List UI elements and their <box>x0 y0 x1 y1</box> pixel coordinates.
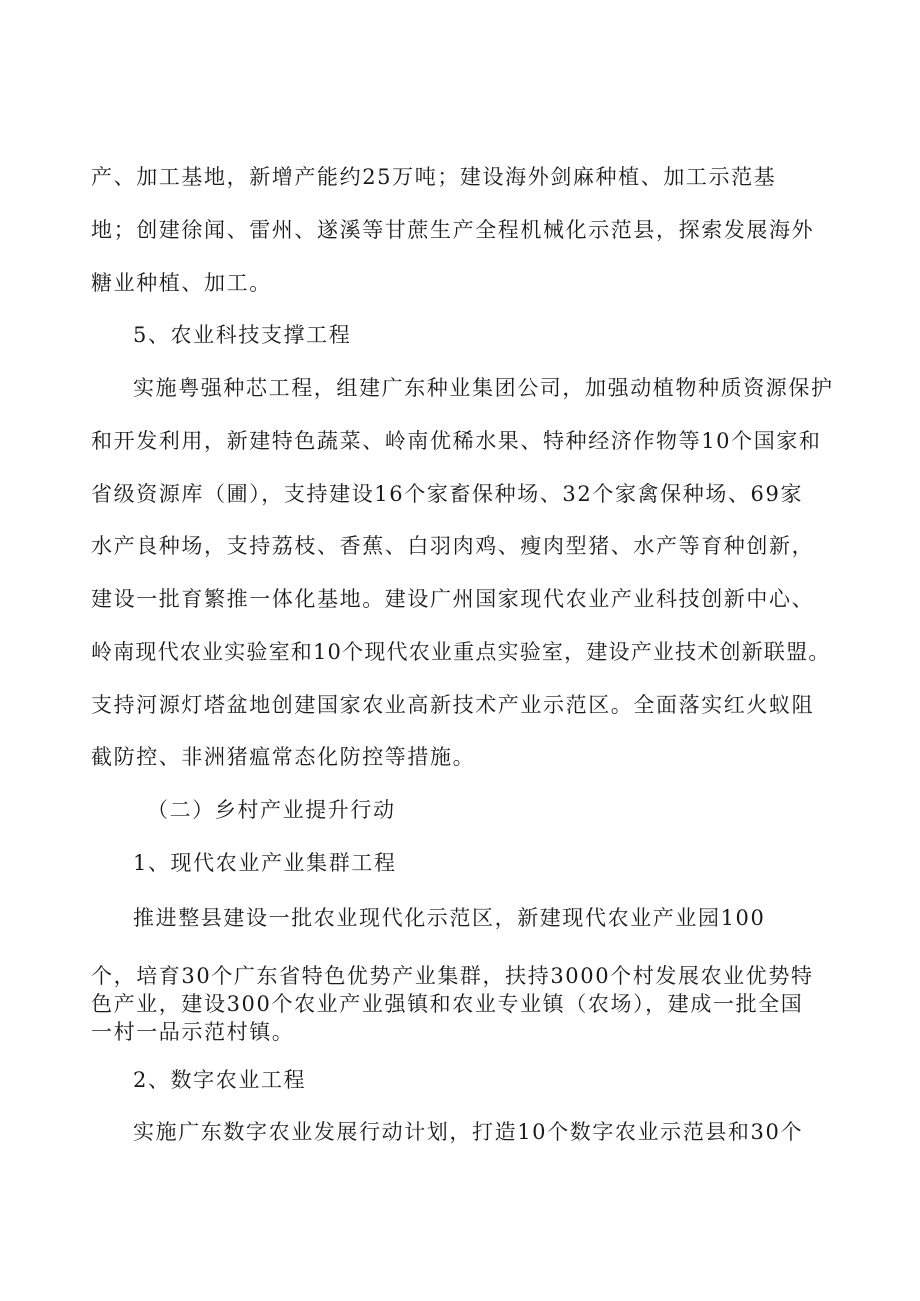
paragraph-line: 支持河源灯塔盆地创建国家农业高新技术产业示范区。全面落实红火蚁阻 <box>91 693 815 717</box>
paragraph-line: 糖业种植、加工。 <box>91 271 272 295</box>
paragraph-line: 岭南现代农业实验室和10个现代农业重点实验室，建设产业技术创新联盟。 <box>91 640 831 664</box>
paragraph-line: 水产良种场，支持荔枝、香蕉、白羽肉鸡、瘦肉型猪、水产等育种创新， <box>91 534 815 558</box>
paragraph-line: 色产业，建设300个农业产业强镇和农业专业镇（农场），建成一批全国 <box>91 992 804 1016</box>
paragraph-line: 省级资源库（圃），支持建设16个家畜保种场、32个家禽保种场、69家 <box>91 482 804 506</box>
section-heading: 5、农业科技支撑工程 <box>133 323 352 347</box>
paragraph-line: 个，培育30个广东省特色优势产业集群，扶持3000个村发展农业优势特 <box>91 964 814 988</box>
paragraph-line: 推进整县建设一批农业现代化示范区，新建现代农业产业园100 <box>133 906 766 930</box>
section-heading: 2、数字农业工程 <box>133 1068 307 1092</box>
paragraph-line: 产、加工基地，新增产能约25万吨；建设海外剑麻种植、加工示范基 <box>91 165 777 189</box>
paragraph-line: 地；创建徐闻、雷州、遂溪等甘蔗生产全程机械化示范县，探索发展海外 <box>91 218 815 242</box>
section-heading: （二）乡村产业提升行动 <box>147 798 396 822</box>
paragraph-line: 一村一品示范村镇。 <box>91 1020 295 1044</box>
paragraph-line: 实施粤强种芯工程，组建广东种业集团公司，加强动植物种质资源保护 <box>133 376 834 400</box>
paragraph-line: 建设一批育繁推一体化基地。建设广州国家现代农业产业科技创新中心、 <box>91 587 815 611</box>
section-heading: 1、现代农业产业集群工程 <box>133 851 397 875</box>
paragraph-line: 截防控、非洲猪瘟常态化防控等措施。 <box>91 745 476 769</box>
paragraph-line: 实施广东数字农业发展行动计划，打造10个数字农业示范县和30个 <box>133 1120 804 1144</box>
paragraph-line: 和开发利用，新建特色蔬菜、岭南优稀水果、特种经济作物等10个国家和 <box>91 429 822 453</box>
